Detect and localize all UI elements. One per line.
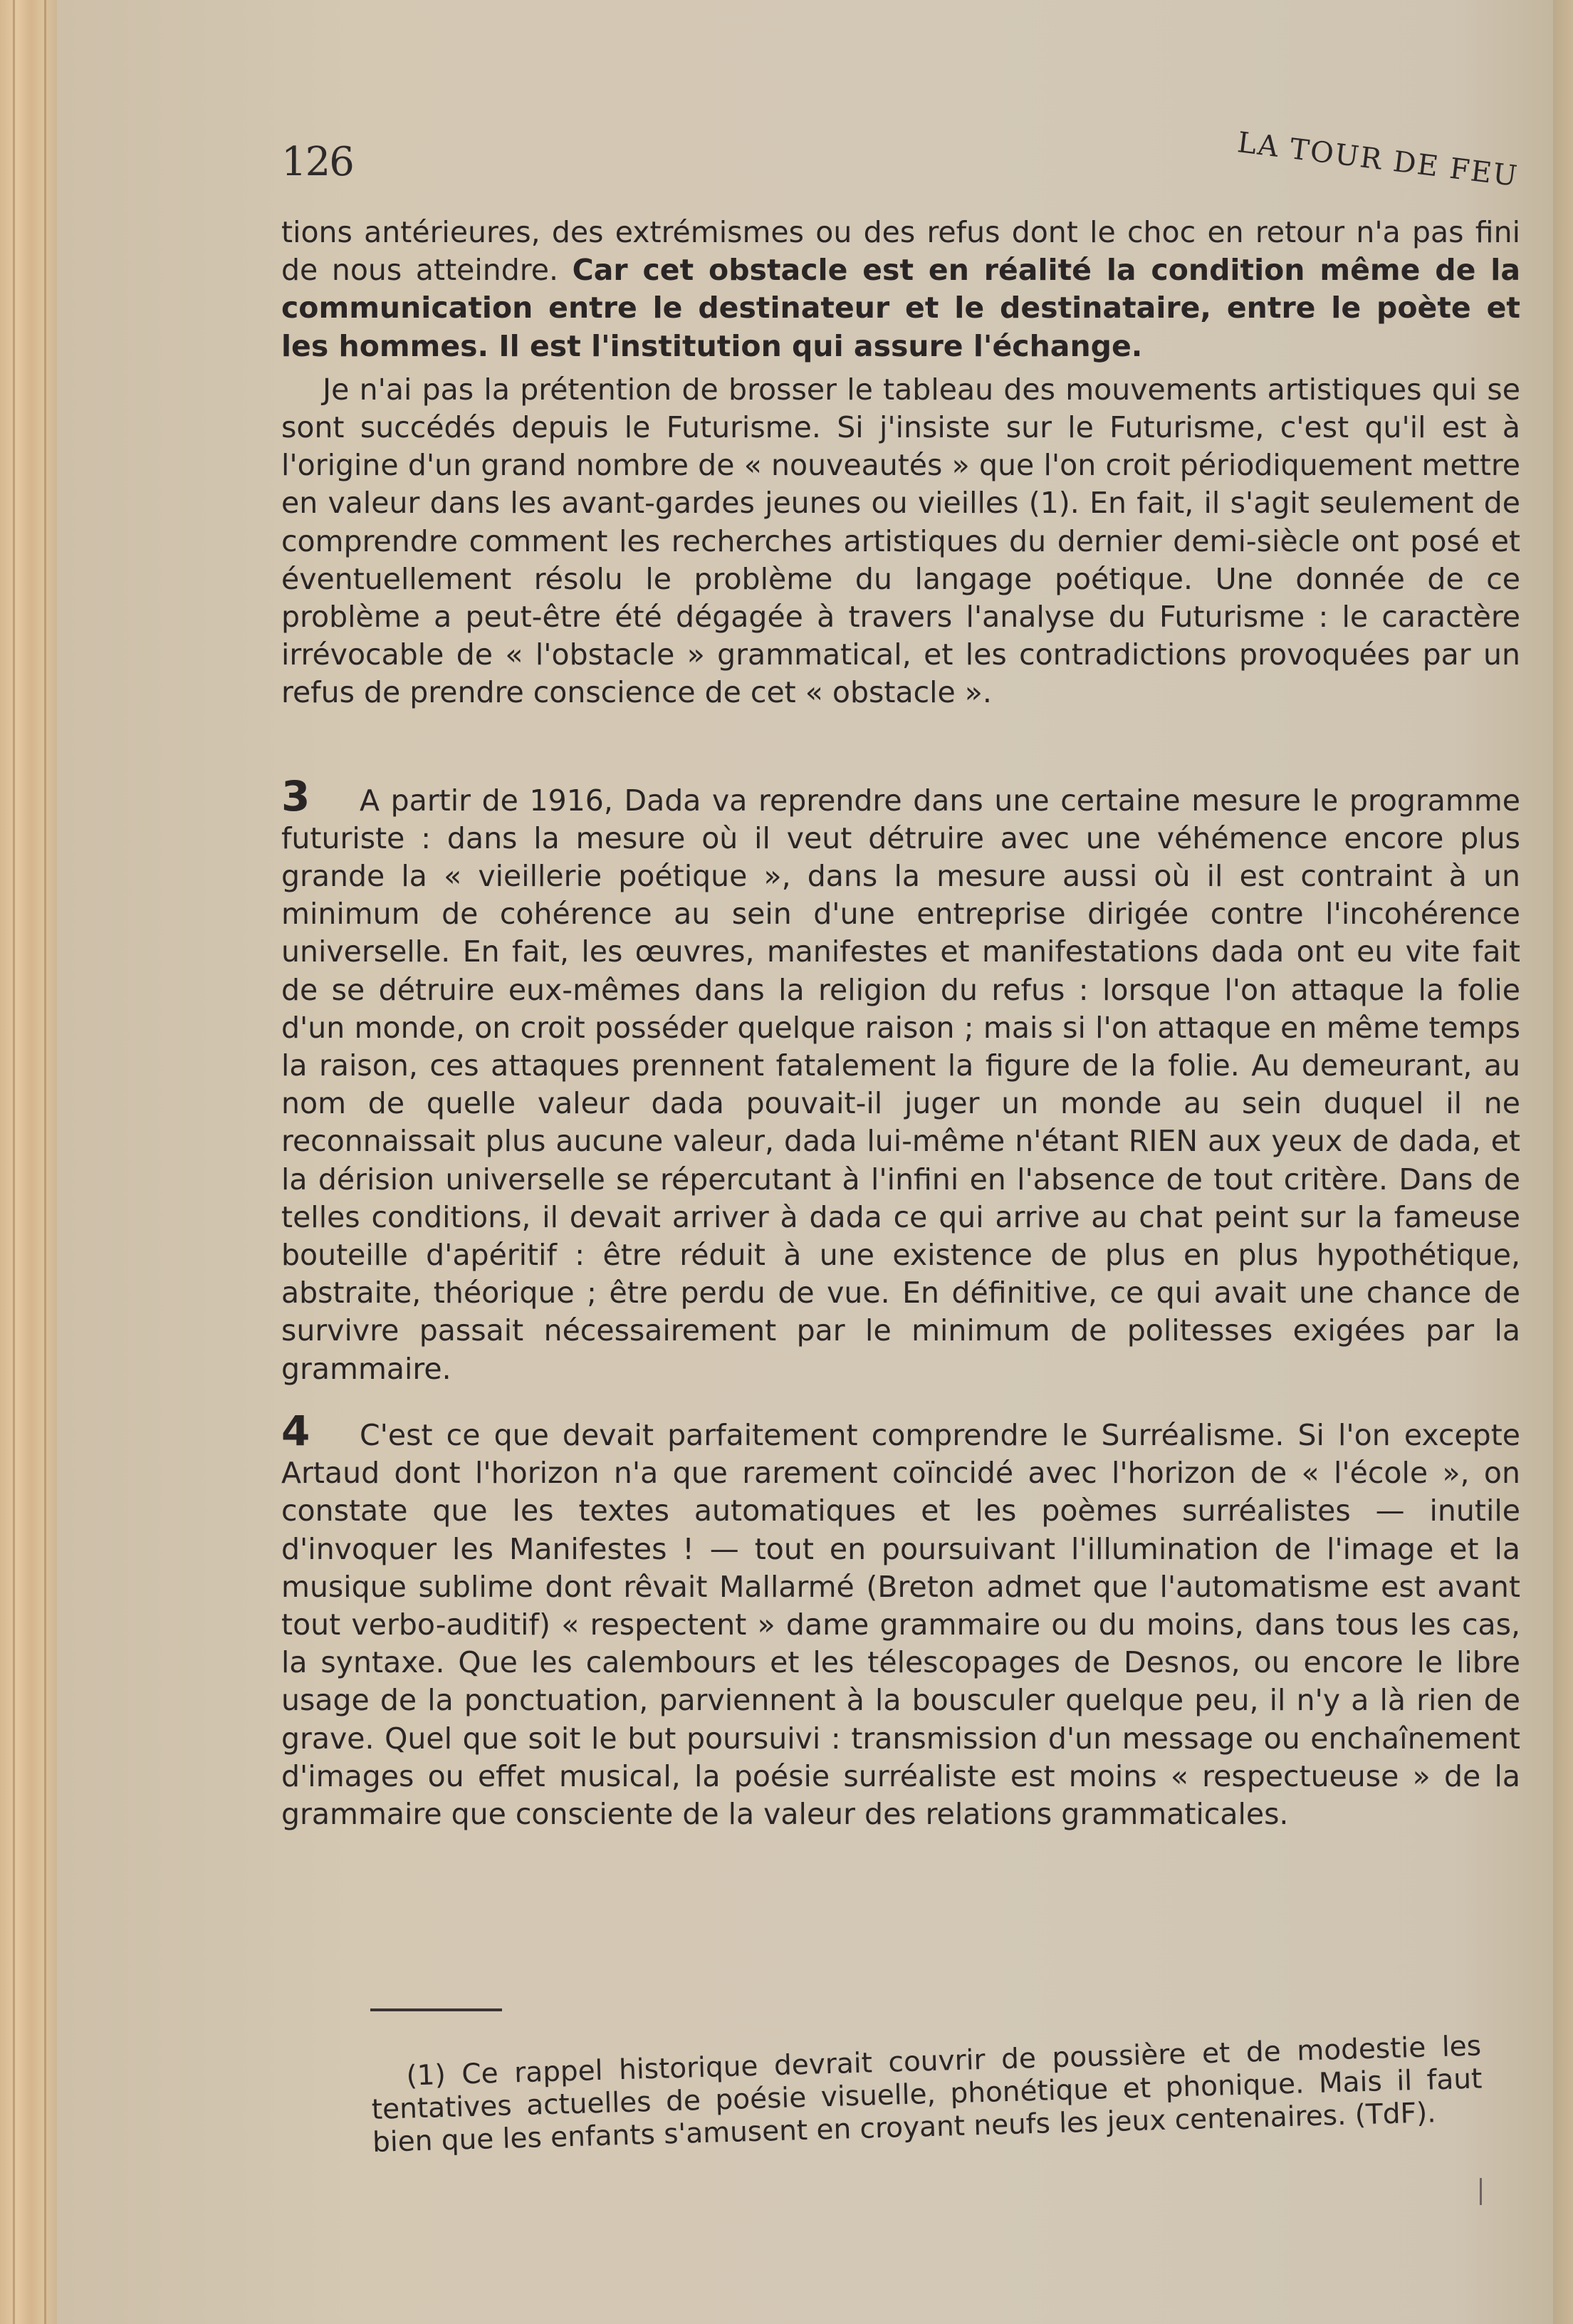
running-title: LA TOUR DE FEU bbox=[1235, 126, 1520, 194]
page-edge-line bbox=[44, 0, 46, 2324]
section-number: 4 bbox=[281, 1406, 310, 1455]
intro-normal-text: tions antérieures, des extrémismes ou des refus dont le choc en retour n'a pas fini de nous atteindre. bbox=[281, 215, 1520, 288]
margin-pencil-mark bbox=[1480, 2178, 1482, 2205]
section-text: C'est ce que devait parfaitement comprendre le Surréalisme. Si l'on excepte Artaud dont l'horizon n'a que rarement coïncidé avec l'horizon de « l'école », on constate que les textes automatiques et les poèmes surréalistes — inutile d'invoquer les Manifestes ! — tout en poursuivant l'illumination de l'image et la musique sublime dont rêvait Mallarmé (Breton admet que l'automatisme est avant tout verbo-auditif) « respectent » dame grammaire ou du moins, dans tous les cas, la syntaxe. Que les calembours et les télescopages de Desnos, ou encore le libre usage de la ponctuation, parviennent à la bousculer quelque peu, il n'y a là rien de grave. Quel que soit le but poursuivi : transmission d'un message ou enchaînement d'images ou effet musical, la poésie surréaliste est moins « respectueuse » de la grammaire que consciente de la valeur des relations grammaticales. bbox=[281, 1417, 1520, 1831]
footnote: (1) Ce rappel historique devrait couvrir de poussière et de modestie les tentatives actuelles de poésie visuelle, phonétique et phonique. Mais il faut bien que les enfants s'amusent en croyant neufs les jeux centenaires. (TdF). bbox=[371, 2030, 1483, 2159]
page-edge-line bbox=[13, 0, 15, 2324]
section-number: 3 bbox=[281, 771, 310, 820]
paragraph-2: Je n'ai pas la prétention de brosser le tableau des mouvements artistiques qui se sont succédés depuis le Futurisme. Si j'insiste sur le Futurisme, c'est qu'il est à l'origine d'un grand nombre de « nouveautés » que l'on croit périodiquement mettre en valeur dans les avant-gardes jeunes ou vieilles (1). En fait, il s'agit seulement de comprendre comment les recherches artistiques du dernier demi-siècle ont posé et éventuellement résolu le problème du langage poétique. Une donnée de ce problème a peut-être été dégagée à travers l'analyse du Futurisme : le caractère irrévocable de « l'obstacle » grammatical, et les contradictions provoquées par un refus de prendre conscience de cet « obstacle ». bbox=[281, 372, 1520, 710]
page-number: 126 bbox=[281, 139, 353, 185]
intro-bold-text: Car cet obstacle est en réalité la condition même de la communication entre le destinateur et le destinataire, entre le poète et les hommes. Il est l'institution qui assure l'échange. bbox=[281, 253, 1520, 363]
paragraph-intro-continuation bbox=[281, 214, 1520, 365]
book-page-edges bbox=[0, 0, 57, 2324]
footnote-divider bbox=[370, 2008, 502, 2011]
body-text bbox=[281, 214, 1520, 1833]
section-text: A partir de 1916, Dada va reprendre dans une certaine mesure le programme futuriste : dans la mesure où il veut détruire avec une véhémence encore plus grande la « vieillerie poétique », dans la mesure aussi où il est contraint à un minimum de cohérence au sein d'une entreprise dirigée contre l'incohérence universelle. En fait, les œuvres, manifestes et manifestations dada ont eu vite fait de se détruire eux-mêmes dans la religion du refus : lorsque l'on attaque la folie d'un monde, on croit posséder quelque raison ; mais si l'on attaque en même temps la raison, ces attaques prennent fatalement la figure de la folie. Au demeurant, au nom de quelle valeur dada pouvait-il juger un monde au sein duquel il ne reconnaissait plus aucune valeur, dada lui-même n'étant RIEN aux yeux de dada, et la dérision universelle se répercutant à l'infini en l'absence de tout critère. Dans de telles conditions, il devait arriver à dada ce qui arrive au chat peint sur la fameuse bouteille d'apéritif : être réduit à une existence de plus en plus hypothétique, abstraite, théorique ; être perdu de vue. En définitive, ce qui avait une chance de survivre passait nécessairement par le minimum de politesses exigées par la grammaire. bbox=[281, 783, 1520, 1386]
page-right-edge bbox=[1553, 0, 1573, 2324]
page-header bbox=[281, 126, 1520, 217]
section-3 bbox=[281, 771, 1520, 1388]
section-4 bbox=[281, 1406, 1520, 1833]
